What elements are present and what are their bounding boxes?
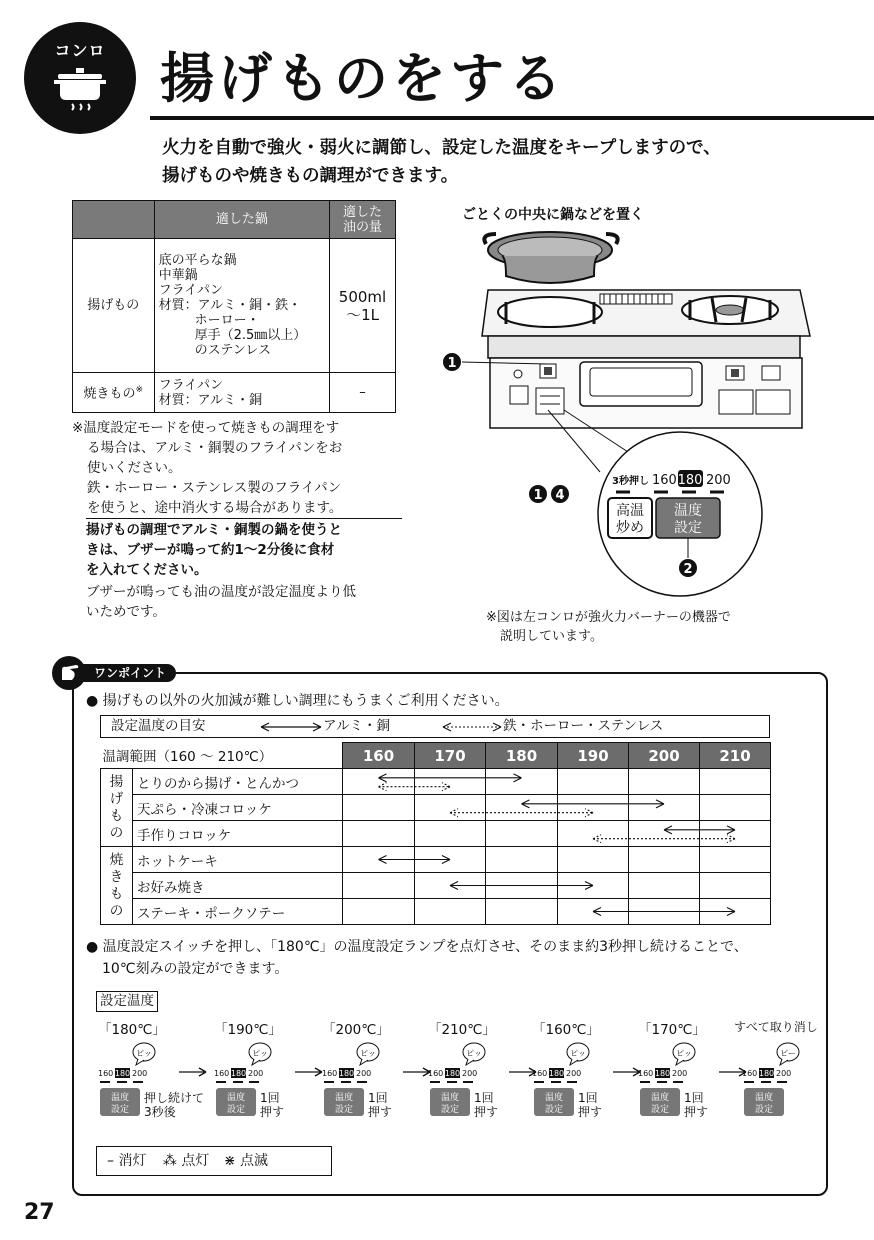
lamp-label: 160 [98, 1069, 114, 1078]
step-temp-label: 「190℃」 [214, 1022, 282, 1038]
figure-caption: ごとくの中央に鍋などを置く [462, 207, 644, 223]
group-grill: 焼 き も の [101, 847, 133, 925]
title-rule [150, 116, 874, 120]
pot-icon [54, 68, 106, 112]
step-sound: ピー [780, 1049, 796, 1058]
step-temp-label: 「180℃」 [98, 1022, 166, 1038]
step-panel [322, 1040, 432, 1120]
button-label: 設定 [226, 1105, 246, 1115]
lamp-label: 180 [114, 1069, 131, 1078]
button-label: 設定 [440, 1105, 460, 1115]
temp-button-label: 温度 [674, 503, 702, 519]
pan-row-oil: 500ml ～1L [330, 239, 396, 373]
lamp-label: 180 [230, 1069, 247, 1078]
dish-name: ホットケーキ [133, 847, 343, 873]
step-action: 押し続けて [144, 1091, 205, 1105]
marker-1: 1 [447, 356, 457, 371]
lamp-label: 180 [548, 1069, 565, 1078]
note-separator [86, 518, 402, 519]
lamp-label: 200 [132, 1069, 148, 1078]
zoom-temp-180: 180 [677, 473, 703, 488]
col-160: 160 [343, 743, 415, 769]
step-temp-label: すべて取り消し [734, 1020, 818, 1034]
step-action: 押す [368, 1105, 393, 1119]
lamp-label: 200 [248, 1069, 264, 1078]
dish-name: 天ぷら・冷凍コロッケ [133, 795, 343, 821]
button-label: 設定 [544, 1105, 564, 1115]
step-temp-label: 「170℃」 [638, 1022, 706, 1038]
lamp-off-label: – 消灯 [107, 1153, 147, 1169]
bullet-usage: ● 揚げもの以外の火加減が難しい調理にもうまくご利用ください。 [86, 693, 509, 709]
pan-row-label: 揚げもの [73, 239, 155, 373]
step-sound: ピッ [466, 1049, 482, 1058]
col-210: 210 [700, 743, 771, 769]
pan-row-label: 焼きもの※ [73, 373, 155, 413]
step-action: 押す [474, 1105, 499, 1119]
page-number: 27 [24, 1200, 55, 1225]
button-label: 設定 [110, 1105, 130, 1115]
temperature-guide-table [100, 742, 771, 925]
step-sound: ピッ [136, 1049, 152, 1058]
group-fry: 揚 げ も の [101, 769, 133, 847]
zoom-temp-160: 160 [652, 473, 677, 488]
lamp-label: 200 [356, 1069, 372, 1078]
step-sound: ピッ [676, 1049, 692, 1058]
setting-temp-label: 設定温度 [96, 991, 158, 1012]
lamp-label: 160 [322, 1069, 338, 1078]
button-label: 設定 [754, 1105, 774, 1115]
zoom-press-label: 3秒押し [612, 476, 649, 487]
step-panel [638, 1040, 748, 1120]
dashed-arrow-icon [441, 721, 503, 733]
lamp-label: 200 [672, 1069, 688, 1078]
intro-line: 揚げものや焼きもの調理ができます。 [162, 166, 459, 186]
lamp-label: 200 [462, 1069, 478, 1078]
pan-table-header-oil: 適した 油の量 [330, 201, 396, 239]
step-action: 1回 [368, 1091, 388, 1105]
lamp-label: 160 [742, 1069, 758, 1078]
legend-dashed-label: 鉄・ホーロー・ステンレス [503, 718, 664, 734]
lamp-blink-icon: ⋇ [223, 1153, 236, 1169]
pan-row-oil: – [330, 373, 396, 413]
buzzer-note: ブザーが鳴っても油の温度が設定温度より低 いためです。 [86, 584, 356, 620]
step-panel [98, 1040, 208, 1120]
figure-note: ※図は左コンロが強火力バーナーの機器で 説明しています。 [486, 610, 731, 644]
lamp-label: 180 [444, 1069, 461, 1078]
button-label: 温度 [544, 1093, 564, 1103]
lamp-label: 160 [638, 1069, 654, 1078]
legend-solid-label: アルミ・銅 [323, 718, 390, 734]
dish-name: 手作りコロッケ [133, 821, 343, 847]
solid-arrow-icon [259, 721, 323, 733]
pan-table [72, 200, 396, 413]
button-label: 設定 [650, 1105, 670, 1115]
step-action: 3秒後 [144, 1105, 176, 1119]
step-panel [742, 1040, 852, 1120]
col-200: 200 [629, 743, 700, 769]
legend-title: 設定温度の目安 [111, 718, 206, 734]
lamp-label: 200 [566, 1069, 582, 1078]
lamp-label: 180 [758, 1069, 775, 1078]
badge-label: コンロ [54, 41, 106, 60]
lamp-label: 160 [214, 1069, 230, 1078]
stove-illustration [440, 224, 820, 602]
lamp-label: 160 [532, 1069, 548, 1078]
step-panel [214, 1040, 324, 1120]
zoom-temp-200: 200 [706, 473, 731, 488]
step-action: 1回 [578, 1091, 598, 1105]
pan-table-corner [73, 201, 155, 239]
lamp-label: 200 [776, 1069, 792, 1078]
hand-point-icon [52, 656, 86, 690]
dish-name: ステーキ・ポークソテー [133, 899, 343, 925]
step-temp-label: 「210℃」 [428, 1022, 496, 1038]
step-action: 1回 [474, 1091, 494, 1105]
high-temp-button-label: 高温 [616, 503, 644, 519]
high-temp-button-label: 炒め [616, 520, 644, 536]
lamp-label: 180 [654, 1069, 671, 1078]
button-label: 温度 [650, 1093, 670, 1103]
button-label: 温度 [754, 1093, 774, 1103]
temp-range-label: 温調範囲（160 ～ 210℃） [102, 749, 273, 766]
lamp-blink-label: 点滅 [240, 1153, 268, 1169]
page-title: 揚げものをする [160, 47, 566, 110]
intro-line: 火力を自動で強火・弱火に調節し、設定した温度をキープしますので、 [162, 138, 721, 158]
step-action: 押す [578, 1105, 603, 1119]
lamp-legend [96, 1146, 332, 1176]
step-action: 1回 [684, 1091, 704, 1105]
step-action: 押す [260, 1105, 285, 1119]
bullet-settings: ● 温度設定スイッチを押し、「180℃」の温度設定ランプを点灯させ、そのまま約3秒押し続けることで、 10℃刻みの設定ができます。 [86, 939, 748, 977]
marker-2: 2 [683, 562, 693, 577]
step-sound: ピッ [570, 1049, 586, 1058]
button-label: 温度 [334, 1093, 354, 1103]
pan-table-header-pan: 適した鍋 [154, 201, 329, 239]
pan-row-pans: フライパン 材質：アルミ・銅 [154, 373, 329, 413]
step-action: 押す [684, 1105, 709, 1119]
dish-name: お好み焼き [133, 873, 343, 899]
button-label: 設定 [334, 1105, 354, 1115]
col-180: 180 [486, 743, 558, 769]
col-170: 170 [415, 743, 486, 769]
grill-note: ※温度設定モードを使って焼きもの調理をす る場合は、アルミ・銅製のフライパンをお 使いください。 鉄・ホーロー・ステンレス製のフライパン を使うと、途中消火する場合があります。 [72, 420, 343, 516]
buzzer-note-bold: 揚げもの調理でアルミ・銅製の鍋を使うと きは、ブザーが鳴って約1～2分後に食材 を入れてください。 [86, 522, 342, 578]
button-label: 温度 [440, 1093, 460, 1103]
dish-name: とりのから揚げ・とんかつ [133, 769, 343, 795]
legend-row [100, 715, 770, 738]
intro-text [162, 134, 852, 190]
next-arrow-icon [178, 1066, 208, 1078]
lamp-on-icon: ⁂ [162, 1153, 177, 1169]
marker-4: 4 [555, 488, 565, 503]
konro-badge [24, 22, 136, 134]
next-arrow-icon [294, 1066, 324, 1078]
lamp-on-label: 点灯 [181, 1153, 210, 1169]
step-sound: ピッ [360, 1049, 376, 1058]
step-panel [428, 1040, 538, 1120]
button-label: 温度 [110, 1093, 130, 1103]
temp-button-label: 設定 [674, 520, 702, 536]
pan-row-pans: 底の平らな鍋 中華鍋 フライパン 材質：アルミ・銅・鉄・ ホーロー・ 厚手（2.5㎜以上） のステンレス [154, 239, 329, 373]
one-point-label: ワンポイント [76, 664, 176, 682]
lamp-label: 160 [428, 1069, 444, 1078]
marker-1: 1 [533, 488, 543, 503]
button-label: 温度 [226, 1093, 246, 1103]
step-sound: ピッ [252, 1049, 268, 1058]
col-190: 190 [558, 743, 629, 769]
lamp-label: 180 [338, 1069, 355, 1078]
step-temp-label: 「200℃」 [322, 1022, 390, 1038]
step-panel [532, 1040, 642, 1120]
step-temp-label: 「160℃」 [532, 1022, 600, 1038]
step-action: 1回 [260, 1091, 280, 1105]
